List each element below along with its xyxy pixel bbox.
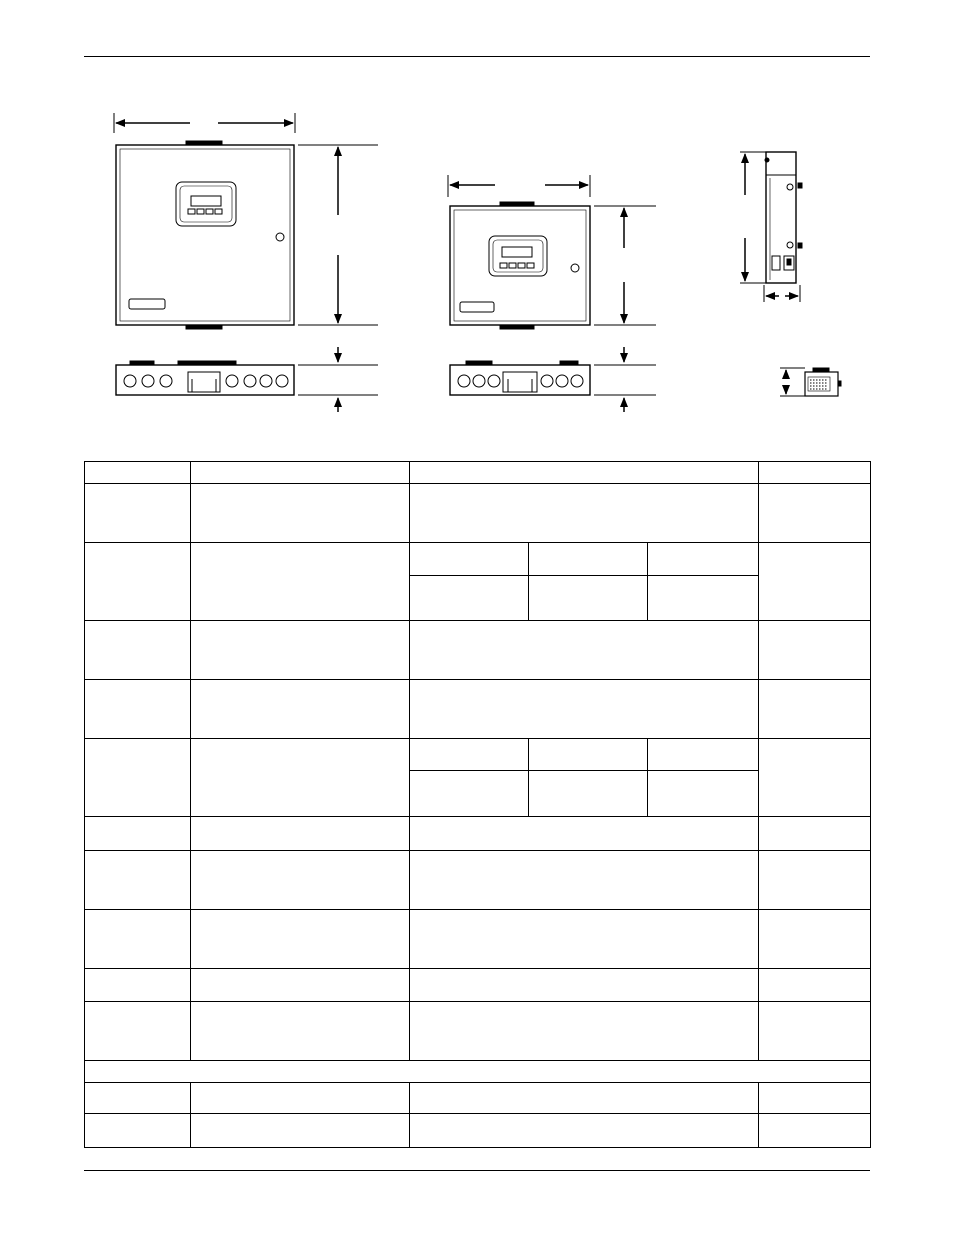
table-row bbox=[85, 910, 871, 969]
table-cell bbox=[759, 969, 871, 1002]
table-cell bbox=[410, 1002, 759, 1061]
table-cell bbox=[191, 621, 410, 680]
table-cell bbox=[648, 771, 759, 817]
table-cell bbox=[759, 739, 871, 817]
table-cell bbox=[648, 576, 759, 621]
table-cell bbox=[85, 1083, 191, 1114]
table-section-row bbox=[85, 1061, 871, 1083]
table-row bbox=[85, 1083, 871, 1114]
table-cell bbox=[410, 851, 759, 910]
table-cell bbox=[410, 621, 759, 680]
table-cell bbox=[191, 462, 410, 484]
table-cell bbox=[410, 817, 759, 851]
table-cell bbox=[759, 1002, 871, 1061]
table-cell bbox=[85, 739, 191, 817]
bottom-rule bbox=[84, 1170, 870, 1171]
table-cell bbox=[85, 910, 191, 969]
table-cell bbox=[191, 484, 410, 543]
table-cell bbox=[410, 680, 759, 739]
table-cell bbox=[85, 817, 191, 851]
table-cell bbox=[191, 1002, 410, 1061]
table-cell bbox=[85, 1002, 191, 1061]
table-cell bbox=[759, 621, 871, 680]
table-cell bbox=[85, 1061, 871, 1083]
table-cell bbox=[410, 969, 759, 1002]
enclosure-dimension-drawing bbox=[0, 0, 954, 440]
display-panel-icon bbox=[489, 236, 547, 276]
table-cell bbox=[191, 910, 410, 969]
large-enclosure-bottom bbox=[116, 347, 378, 412]
table-cell bbox=[759, 1083, 871, 1114]
table-row bbox=[85, 543, 871, 576]
table-cell bbox=[648, 543, 759, 576]
table-cell bbox=[410, 576, 529, 621]
table-cell bbox=[191, 739, 410, 817]
table-cell bbox=[759, 543, 871, 621]
small-enclosure-front bbox=[448, 175, 656, 329]
table-cell bbox=[410, 771, 529, 817]
lock-icon bbox=[571, 264, 579, 272]
display-panel-icon bbox=[176, 182, 236, 226]
table-row bbox=[85, 1002, 871, 1061]
table-cell bbox=[410, 543, 529, 576]
table-cell bbox=[191, 851, 410, 910]
table-cell bbox=[191, 1083, 410, 1114]
table-cell bbox=[85, 484, 191, 543]
table-cell bbox=[85, 1114, 191, 1148]
table-cell bbox=[410, 1114, 759, 1148]
table-cell bbox=[410, 910, 759, 969]
table-cell bbox=[85, 543, 191, 621]
table-cell bbox=[410, 1083, 759, 1114]
table-cell bbox=[759, 462, 871, 484]
table-cell bbox=[759, 910, 871, 969]
table-cell bbox=[85, 969, 191, 1002]
lock-icon bbox=[276, 233, 284, 241]
table-cell bbox=[759, 484, 871, 543]
table-row bbox=[85, 817, 871, 851]
table-cell bbox=[410, 484, 759, 543]
table-cell bbox=[759, 1114, 871, 1148]
table-cell bbox=[410, 462, 759, 484]
table-cell bbox=[85, 462, 191, 484]
table-cell bbox=[648, 739, 759, 771]
large-enclosure-front bbox=[114, 113, 378, 329]
enclosure-side-small bbox=[780, 368, 841, 396]
table-cell bbox=[191, 969, 410, 1002]
table-row bbox=[85, 484, 871, 543]
table-cell bbox=[191, 680, 410, 739]
table-cell bbox=[529, 543, 648, 576]
table-row bbox=[85, 680, 871, 739]
table-cell bbox=[759, 680, 871, 739]
table-cell bbox=[191, 543, 410, 621]
table-cell bbox=[410, 739, 529, 771]
table-cell bbox=[85, 621, 191, 680]
table-cell bbox=[191, 817, 410, 851]
table-cell bbox=[759, 851, 871, 910]
small-enclosure-bottom bbox=[450, 347, 656, 412]
table-cell bbox=[529, 739, 648, 771]
table-row bbox=[85, 739, 871, 771]
table-header-row bbox=[85, 462, 871, 484]
table-row bbox=[85, 1114, 871, 1148]
table-cell bbox=[85, 680, 191, 739]
table-cell bbox=[529, 576, 648, 621]
table-cell bbox=[529, 771, 648, 817]
table-cell bbox=[759, 817, 871, 851]
table-cell bbox=[191, 1114, 410, 1148]
table-cell bbox=[85, 851, 191, 910]
enclosure-side bbox=[740, 152, 802, 302]
table-row bbox=[85, 969, 871, 1002]
specifications-table bbox=[84, 461, 871, 1148]
table-row bbox=[85, 621, 871, 680]
table-row bbox=[85, 851, 871, 910]
